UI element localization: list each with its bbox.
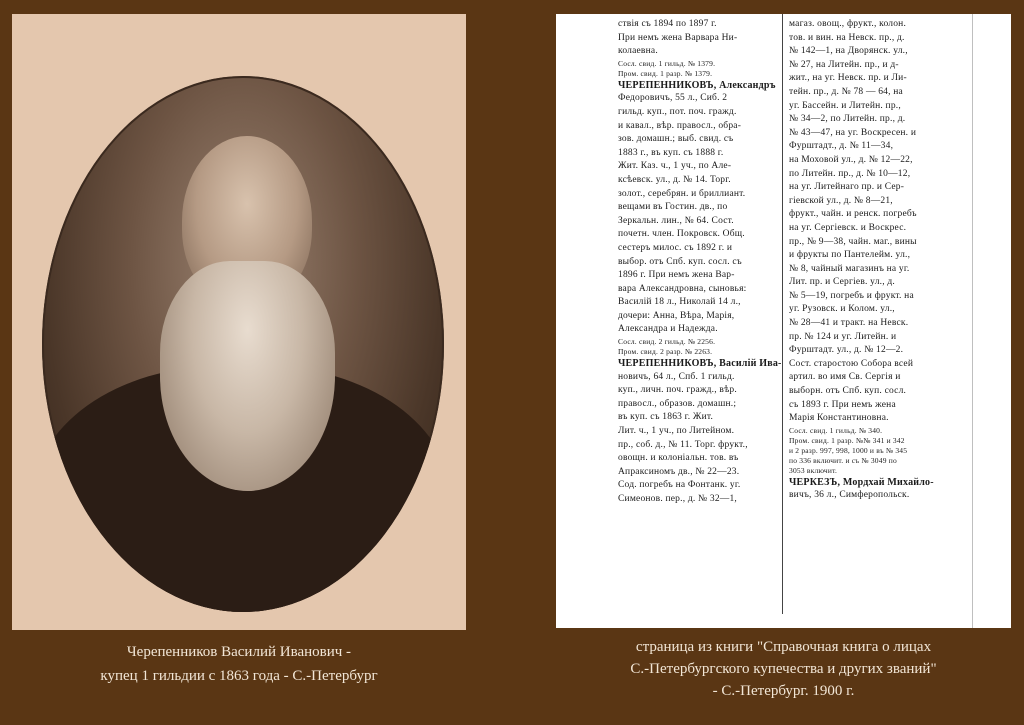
page-text-line: колаевна.: [618, 46, 658, 57]
page-text-line: № 8, чайный магазинъ на уг.: [789, 263, 910, 274]
portrait-caption: [12, 640, 466, 688]
page-text-line: вещами въ Гостин. дв., по: [618, 202, 728, 213]
page-edge: [972, 14, 973, 628]
page-text-line: дочери: Анна, Вѣра, Марія,: [618, 310, 735, 321]
page-text-line: Лит. ч., 1 уч., по Литейном.: [618, 426, 735, 437]
portrait-caption-line-1: Черепенников Василий Иванович -: [126, 644, 352, 660]
page-text-line: Сод. погребъ на Фонтанк. уг.: [618, 480, 741, 491]
page-text-line: Апраксиномъ дв., № 22—23.: [618, 466, 740, 477]
page-text-line: зов. домашн.; выб. свид. съ: [618, 134, 734, 145]
page-text-line: почетн. член. Покровск. Общ.: [618, 229, 745, 240]
page-text-line: пр., № 9—38, чайн. маг., вины: [789, 236, 917, 247]
page-text-line: № 27, на Литейн. пр., и д-: [789, 59, 899, 70]
page-text-line: въ куп. съ 1863 г. Жит.: [618, 412, 714, 423]
page-text-line: на Моховой ул., д. № 12—22,: [789, 154, 913, 165]
portrait-panel: [12, 14, 466, 630]
page-text-line: Александра и Надежда.: [618, 324, 718, 335]
page-text-line: пр. № 124 и уг. Литейн. и: [789, 331, 897, 342]
page-text-line: выборн. отъ Спб. куп. сосл.: [789, 386, 907, 397]
page-text-line: ЧЕРЕПЕННИКОВЪ, Василій Ива-: [618, 358, 782, 370]
page-text-line: Сосл. свид. 2 гильд. № 2256.: [618, 337, 716, 347]
column-divider: [782, 14, 783, 614]
page-text-line: Симеонов. пер., д. № 32—1,: [618, 494, 737, 504]
page-text-line: и 2 разр. 997, 998, 1000 и въ № 345: [789, 445, 908, 455]
page-text-line: Жит. Каз. ч., 1 уч., по Але-: [618, 161, 732, 172]
page-text-line: Зеркальн. лин., № 64. Сост.: [618, 215, 734, 226]
page-text-line: сестеръ милос. съ 1892 г. и: [618, 242, 733, 253]
page-text-line: пр., соб. д., № 11. Торг. фрукт.,: [618, 439, 748, 450]
page-text-line: тов. и вин. на Невск. пр., д.: [789, 32, 905, 43]
page-text-line: и кавал., вѣр. правосл., обра-: [618, 120, 742, 131]
page-text-line: 3053 включит.: [789, 465, 838, 475]
page-text-line: по Литейн. пр., д. № 10—12,: [789, 168, 911, 179]
page-text-line: Василій 18 л., Николай 14 л.,: [618, 297, 741, 308]
portrait-caption-line-2: купец 1 гильдии с 1863 года - С.-Петербург: [100, 668, 378, 684]
page-text-line: гильд. куп., пот. поч. гражд.: [618, 106, 737, 117]
page-text-line: № 43—47, на уг. Воскресен. и: [789, 127, 917, 138]
page-text-line: ствія съ 1894 по 1897 г.: [618, 19, 717, 29]
page-text-line: куп., личн. поч. гражд., вѣр.: [618, 385, 737, 396]
page-text-line: вичъ, 36 л., Симферопольск.: [789, 490, 910, 501]
page-text-line: Пром. свид. 2 разр. № 2263.: [618, 347, 713, 357]
page-text-line: тейн. пр., д. № 78 — 64, на: [789, 86, 903, 97]
page-text-line: Марія Константиновна.: [789, 413, 889, 424]
page-text-line: ксѣевск. ул., д. № 14. Торг.: [618, 174, 731, 185]
page-text-line: Лит. пр. и Сергіев. ул., д.: [789, 277, 895, 288]
page-text-line: жит., на уг. Невск. пр. и Ли-: [789, 73, 907, 84]
page-text-line: овощн. и колоніальн. тов. въ: [618, 453, 739, 464]
page-text-line: При немъ жена Варвара Ни-: [618, 32, 738, 43]
page-right-column: [789, 18, 965, 503]
page-text-line: Сосл. свид. 1 гильд. № 1379.: [618, 58, 716, 68]
page-text-line: выбор. отъ Спб. куп. сосл. съ: [618, 256, 742, 267]
page-text-line: съ 1893 г. При немъ жена: [789, 399, 896, 410]
page-text-line: ЧЕРЕПЕННИКОВЪ, Александръ: [618, 79, 776, 91]
page-text-line: Федоровичъ, 55 л., Сиб. 2: [618, 93, 728, 104]
portrait-beard: [160, 261, 335, 491]
page-text-line: артил. во имя Св. Сергія и: [789, 372, 901, 383]
page-text-line: № 28—41 и тракт. на Невск.: [789, 318, 909, 329]
page-text-line: на уг. Литейнаго пр. и Сер-: [789, 182, 905, 193]
book-caption: [556, 636, 1011, 702]
page-text-line: гіевской ул., д. № 8—21,: [789, 195, 893, 206]
page-text-line: Фурштадт., д. № 11—34,: [789, 141, 894, 152]
page-text-line: фрукт., чайн. и ренск. погребъ: [789, 209, 917, 220]
page-text-line: золот., серебрян. и бриллиант.: [618, 188, 746, 199]
page-text-line: 1883 г., въ куп. съ 1888 г.: [618, 147, 724, 158]
page-text-line: Пром. свид. 1 разр. № 1379.: [618, 68, 713, 78]
page-text-line: на уг. Сергіевск. и Воскрес.: [789, 222, 907, 233]
page-text-line: № 34—2, по Литейн. пр., д.: [789, 114, 906, 125]
page-text-line: новичъ, 64 л., Спб. 1 гильд.: [618, 371, 735, 382]
portrait-photo: [42, 76, 444, 612]
book-caption-line-3: - С.-Петербург. 1900 г.: [712, 683, 855, 699]
page-text-line: вара Александровна, сыновья:: [618, 283, 747, 294]
page-text-line: уг. Бассейн. и Литейн. пр.,: [789, 100, 901, 111]
page-text-line: уг. Рузовск. и Колом. ул.,: [789, 304, 895, 315]
page-text-line: ЧЕРКЕЗЪ, Мордхай Михайло-: [789, 476, 934, 488]
page-text-line: по 336 включит. и съ № 3049 по: [789, 455, 897, 465]
page-text-line: Фурштадт. ул., д. № 12—2.: [789, 345, 904, 356]
page-text-line: магаз. овощ., фрукт., колон.: [789, 19, 907, 29]
page-left-column: [618, 18, 782, 507]
page-text-line: Сост. старостою Собора всей: [789, 358, 914, 369]
book-page-scan: [556, 14, 1011, 628]
page-text-line: Пром. свид. 1 разр. №№ 341 и 342: [789, 435, 905, 445]
page-text-line: 1896 г. При немъ жена Вар-: [618, 270, 735, 281]
page-text-line: № 5—19, погребъ и фрукт. на: [789, 290, 914, 301]
page-text-line: и фрукты по Пантелейм. ул.,: [789, 250, 911, 261]
page-text-line: Сосл. свид. 1 гильд. № 340.: [789, 425, 883, 435]
book-caption-line-1: страница из книги "Справочная книга о лицах: [635, 639, 932, 655]
page-text-line: правосл., образов. домашн.;: [618, 398, 737, 409]
book-caption-line-2: С.-Петербургского купечества и других званий": [630, 661, 937, 677]
page-text-line: № 142—1, на Дворянск. ул.,: [789, 46, 908, 57]
